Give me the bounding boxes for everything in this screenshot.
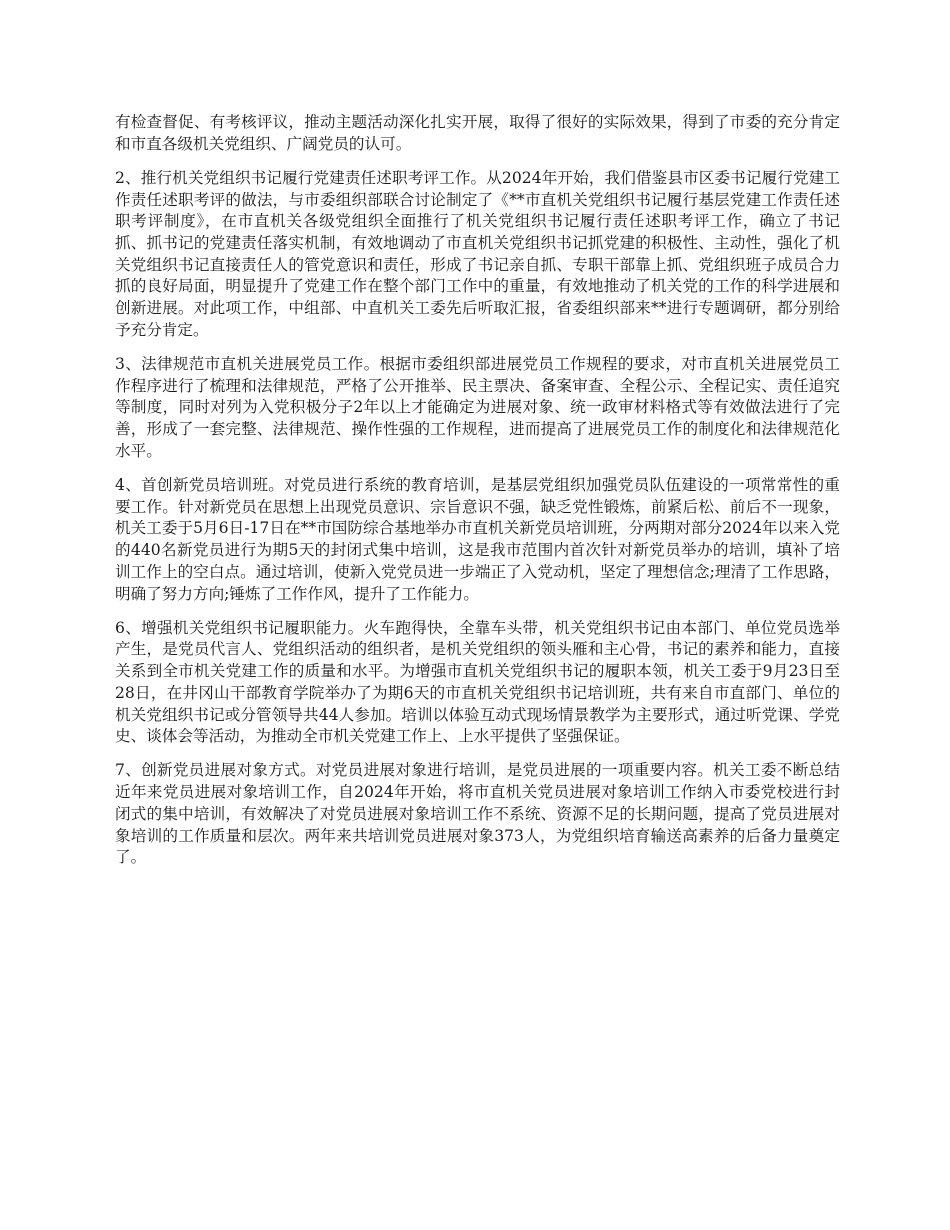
paragraph-intro-continuation: 有检查督促、有考核评议，推动主题活动深化扎实开展，取得了很好的实际效果，得到了市委的充分肯定和市直各级机关党组织、广阔党员的认可。 xyxy=(115,113,840,153)
paragraph-item-7: 7、创新党员进展对象方式。对党员进展对象进行培训，是党员进展的一项重要内容。机关工委不断总结近年来党员进展对象培训工作，自2024年开始，将市直机关党员进展对象培训工作纳入市委党校进行封闭式的集中培训，有效解决了对党员进展对象培训工作不系统、资源不足的长期问题，提高了党员进展对象培训的工作质量和层次。两年来共培训党员进展对象373人，为党组织培育输送高素养的后备力量奠定了。 xyxy=(115,761,840,867)
document-body xyxy=(115,112,840,882)
paragraph-item-2: 2、推行机关党组织书记履行党建责任述职考评工作。从2024年开始，我们借鉴县市区委书记履行党建工作责任述职考评的做法，与市委组织部联合讨论制定了《**市直机关党组织书记履行基层党建工作责任述职考评制度》，在市直机关各级党组织全面推行了机关党组织书记履行责任述职考评工作，确立了书记抓、抓书记的党建责任落实机制，有效地调动了市直机关党组织书记抓党建的积极性、主动性，强化了机关党组织书记直接责任人的管党意识和责任，形成了书记亲自抓、专职干部靠上抓、党组织班子成员合力抓的良好局面，明显提升了党建工作在整个部门工作中的重量，有效地推动了机关党的工作的科学进展和创新进展。对此项工作，中组部、中直机关工委先后听取汇报，省委组织部来**进行专题调研，都分别给予充分肯定。 xyxy=(115,168,840,339)
paragraph-item-6: 6、增强机关党组织书记履职能力。火车跑得快，全靠车头带，机关党组织书记由本部门、单位党员选举产生，是党员代言人、党组织活动的组织者，是机关党组织的领头雁和主心骨，书记的素养和能力，直接关系到全市机关党建工作的质量和水平。为增强市直机关党组织书记的履职本领，机关工委于9月23日至28日，在井冈山干部教育学院举办了为期6天的市直机关党组织书记培训班，共有来自市直部门、单位的机关党组织书记或分管领导共44人参加。培训以体验互动式现场情景教学为主要形式，通过听党课、学党史、谈体会等活动，为推动全市机关党建工作上、上水平提供了坚强保证。 xyxy=(115,618,840,746)
paragraph-item-3: 3、法律规范市直机关进展党员工作。根据市委组织部进展党员工作规程的要求，对市直机关进展党员工作程序进行了梳理和法律规范，严格了公开推举、民主票决、备案审查、全程公示、全程记实、责任追究等制度，同时对列为入党积极分子2年以上才能确定为进展对象、统一政审材料格式等有效做法进行了完善，形成了一套完整、法律规范、操作性强的工作规程，进而提高了进展党员工作的制度化和法律规范化水平。 xyxy=(115,355,840,460)
paragraph-item-4: 4、首创新党员培训班。对党员进行系统的教育培训，是基层党组织加强党员队伍建设的一项常常性的重要工作。针对新党员在思想上出现党员意识、宗旨意识不强，缺乏党性锻炼，前紧后松、前后不一现象，机关工委于5月6日-17日在**市国防综合基地举办市直机关新党员培训班，分两期对部分2024年以来入党的440名新党员进行为期5天的封闭式集中培训，这是我市范围内首次针对新党员举办的培训，填补了培训工作上的空白点。通过培训，使新入党党员进一步端正了入党动机，坚定了理想信念;理清了工作思路，明确了努力方向;锤炼了工作作风，提升了工作能力。 xyxy=(115,476,840,603)
